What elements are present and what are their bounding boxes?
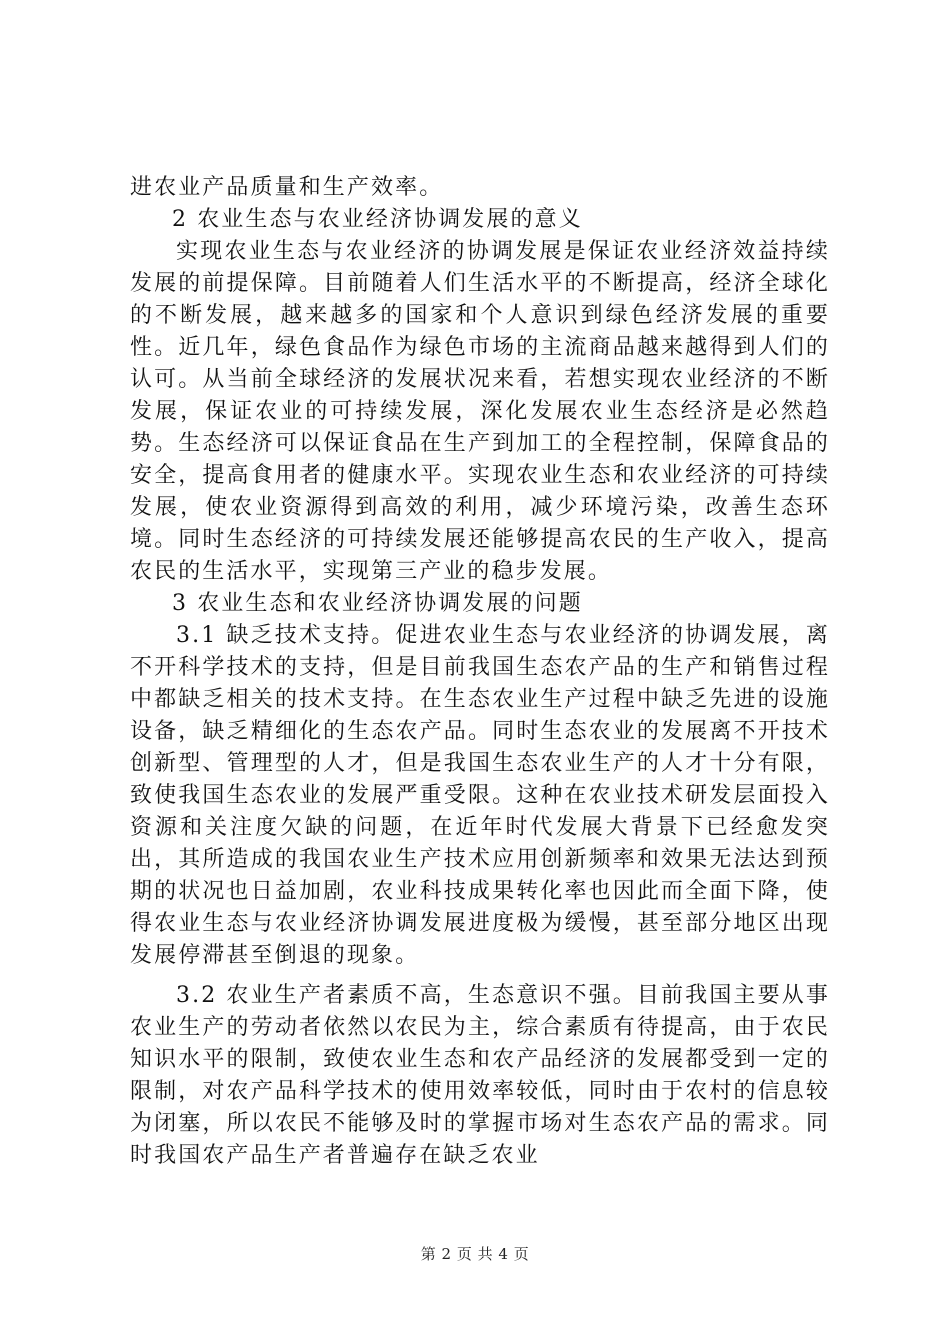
paragraph-continuation: 进农业产品质量和生产效率。	[130, 175, 444, 200]
paragraph-3-1: 3.1 缺乏技术支持。促进农业生态与农业经济的协调发展，离不开科学技术的支持，但是目前我国生态农产品的生产和销售过程中都缺乏相关的技术支持。在生态农业生产过程中缺乏先进的设施设备，缺乏精细化的生态农产品。同时生态农业的发展离不开技术创新型、管理型的人才，但是我国生态农业生产的人才十分有限，致使我国生态农业的发展严重受限。这种在农业技术研发层面投入资源和关注度欠缺的问题，在近年时代发展大背景下已经愈发突出，其所造成的我国农业生产技术应用创新频率和效果无法达到预期的状况也日益加剧，农业科技成果转化率也因此而全面下降，使得农业生态与农业经济协调发展进度极为缓慢，甚至部分地区出现发展停滞甚至倒退的现象。	[130, 623, 830, 968]
page-number-footer: 第 2 页 共 4 页	[420, 1245, 530, 1263]
section-heading-3: 3 农业生态和农业经济协调发展的问题	[172, 591, 583, 616]
document-body	[130, 172, 830, 1172]
section-heading-2: 2 农业生态与农业经济协调发展的意义	[172, 207, 583, 232]
paragraph-3-2: 3.2 农业生产者素质不高，生态意识不强。目前我国主要从事农业生产的劳动者依然以农民为主，综合素质有待提高，由于农民知识水平的限制，致使农业生态和农产品经济的发展都受到一定的限制，对农产品科学技术的使用效率较低，同时由于农村的信息较为闭塞，所以农民不能够及时的掌握市场对生态农产品的需求。同时我国农产品生产者普遍存在缺乏农业	[130, 983, 830, 1168]
paragraph-significance: 实现农业生态与农业经济的协调发展是保证农业经济效益持续发展的前提保障。目前随着人们生活水平的不断提高，经济全球化的不断发展，越来越多的国家和个人意识到绿色经济发展的重要性。近几年，绿色食品作为绿色市场的主流商品越来越得到人们的认可。从当前全球经济的发展状况来看，若想实现农业经济的不断发展，保证农业的可持续发展，深化发展农业生态经济是必然趋势。生态经济可以保证食品在生产到加工的全程控制，保障食品的安全，提高食用者的健康水平。实现农业生态和农业经济的可持续发展，使农业资源得到高效的利用，减少环境污染，改善生态环境。同时生态经济的可持续发展还能够提高农民的生产收入，提高农民的生活水平，实现第三产业的稳步发展。	[130, 239, 830, 584]
